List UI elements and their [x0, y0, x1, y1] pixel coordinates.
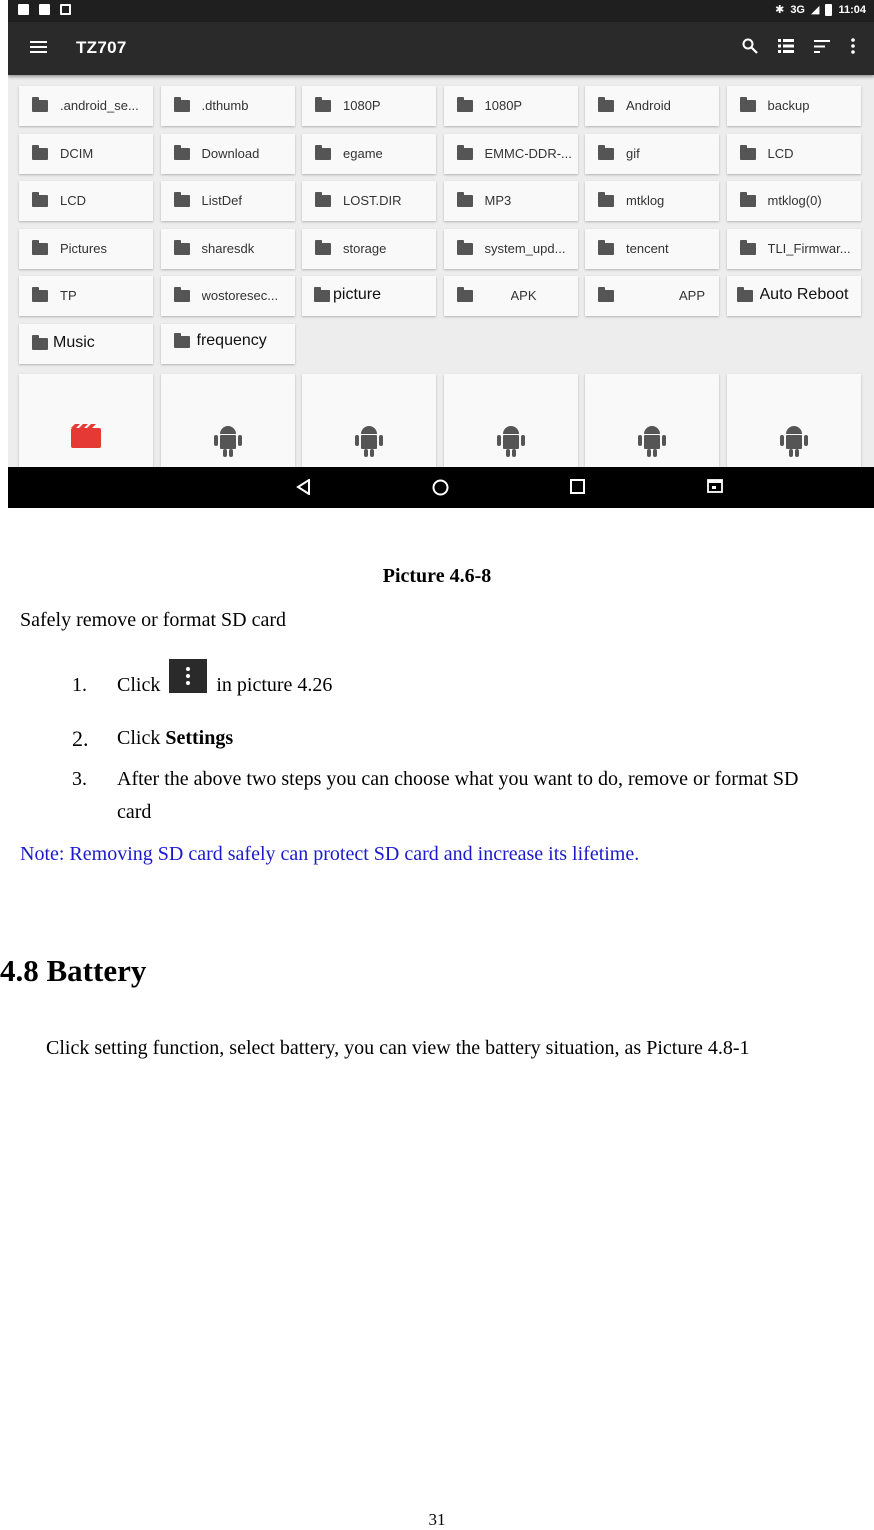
- folder-tile[interactable]: [302, 86, 436, 126]
- apk-file-card[interactable]: [161, 374, 295, 467]
- folder-tile[interactable]: [19, 324, 153, 364]
- folder-name: MP3: [484, 193, 512, 208]
- folder-name: gif: [626, 145, 640, 161]
- step-text: in picture 4.26: [216, 674, 333, 696]
- section-body: Click setting function, select battery, you can view the battery situation, as Picture 4.8-1: [46, 1037, 750, 1059]
- app-bar: [8, 22, 874, 75]
- folder-name: ListDef: [201, 193, 242, 208]
- folder-icon: [457, 148, 473, 160]
- folder-icon: [174, 148, 190, 160]
- signal-icon: ◢: [811, 4, 820, 16]
- network-type: 3G: [790, 3, 805, 16]
- folder-icon: [32, 100, 48, 112]
- folder-tile[interactable]: [161, 134, 295, 174]
- folder-icon: [598, 148, 614, 160]
- folder-icon: [174, 243, 190, 255]
- folder-tile[interactable]: [727, 229, 861, 269]
- list-view-icon[interactable]: [778, 39, 794, 53]
- folder-name: mtklog: [626, 193, 665, 208]
- folder-name: storage: [343, 240, 387, 256]
- file-manager-screenshot: [8, 0, 874, 508]
- folder-tile[interactable]: [585, 181, 719, 221]
- folder-name: Pictures: [60, 240, 107, 256]
- folder-icon: [740, 243, 756, 255]
- section-intro: Safely remove or format SD card: [20, 609, 287, 631]
- step-1: [117, 659, 333, 696]
- folder-name: .dthumb: [201, 98, 249, 113]
- folder-name: EMMC-DDR-...: [484, 145, 572, 161]
- folder-tile[interactable]: [444, 276, 578, 316]
- android-icon: [213, 424, 243, 458]
- folder-name: system_upd...: [484, 240, 566, 256]
- back-icon[interactable]: [296, 479, 312, 495]
- folder-name: egame: [343, 145, 383, 161]
- android-icon: [354, 424, 384, 458]
- folder-icon: [174, 100, 190, 112]
- status-bar: [8, 0, 874, 22]
- folder-icon: [315, 195, 331, 207]
- folder-icon: [598, 243, 614, 255]
- step-3-line-2: card: [117, 801, 152, 823]
- recent-apps-icon[interactable]: [570, 479, 585, 494]
- battery-icon: [825, 4, 832, 16]
- folder-icon: [32, 243, 48, 255]
- android-icon: [779, 424, 809, 458]
- folder-name: Music: [53, 333, 95, 351]
- folder-icon: [457, 100, 473, 112]
- apk-file-card[interactable]: [585, 374, 719, 467]
- folder-name: Auto Reboot: [759, 286, 849, 303]
- folder-tile[interactable]: [161, 86, 295, 126]
- folder-icon: [314, 290, 330, 302]
- folder-tile[interactable]: [161, 324, 295, 364]
- folder-tile[interactable]: [19, 181, 153, 221]
- folder-tile[interactable]: [19, 229, 153, 269]
- folder-icon: [32, 290, 48, 302]
- folder-name: LCD: [767, 145, 794, 161]
- folder-icon: [32, 148, 48, 160]
- folder-name: Download: [201, 145, 260, 161]
- folder-icon: [457, 243, 473, 255]
- folder-icon: [174, 336, 190, 348]
- step-number: 1.: [72, 674, 87, 696]
- navigation-bar: [8, 467, 874, 508]
- folder-icon: [32, 338, 48, 350]
- step-number: 3.: [72, 768, 87, 790]
- folder-tile[interactable]: [585, 276, 719, 316]
- apk-file-card[interactable]: [444, 374, 578, 467]
- folder-icon: [174, 290, 190, 302]
- folder-icon: [740, 195, 756, 207]
- folder-tile[interactable]: [727, 276, 861, 316]
- folder-icon: [315, 243, 331, 255]
- more-options-icon: [169, 659, 207, 693]
- folder-name: .android_se...: [60, 98, 139, 113]
- apk-file-row: [19, 374, 865, 467]
- folder-icon: [315, 148, 331, 160]
- folder-name: sharesdk: [201, 240, 255, 256]
- folder-tile[interactable]: [444, 134, 578, 174]
- step-text: Click: [117, 674, 161, 696]
- page-number: 31: [428, 1510, 446, 1529]
- folder-icon: [740, 100, 756, 112]
- bluetooth-icon: ✱: [775, 4, 785, 16]
- folder-icon: [598, 290, 614, 302]
- folder-name: Android: [626, 98, 671, 113]
- folder-tile[interactable]: [727, 86, 861, 126]
- folder-name: frequency: [196, 331, 267, 349]
- folder-tile[interactable]: [302, 229, 436, 269]
- folder-tile[interactable]: [585, 229, 719, 269]
- folder-tile[interactable]: [444, 86, 578, 126]
- folder-tile[interactable]: [444, 181, 578, 221]
- apk-file-card[interactable]: [302, 374, 436, 467]
- folder-name: DCIM: [60, 145, 94, 161]
- folder-name: 1080P: [484, 98, 523, 113]
- folder-icon: [598, 195, 614, 207]
- video-file-card[interactable]: [19, 374, 153, 467]
- android-icon: [496, 424, 526, 458]
- apk-file-card[interactable]: [727, 374, 861, 467]
- folder-tile[interactable]: [727, 181, 861, 221]
- folder-name: TLI_Firmwar...: [767, 240, 851, 256]
- folder-tile[interactable]: [585, 134, 719, 174]
- image-notification-icon: [18, 4, 29, 15]
- home-icon[interactable]: [432, 479, 449, 496]
- folder-icon: [598, 100, 614, 112]
- settings-label: Settings: [165, 727, 234, 749]
- folder-tile[interactable]: [19, 276, 153, 316]
- folder-name: mtklog(0): [767, 193, 822, 208]
- folder-tile[interactable]: [444, 229, 578, 269]
- search-icon[interactable]: [742, 38, 758, 54]
- nfc-icon: [60, 4, 71, 15]
- folder-name: LCD: [60, 193, 87, 208]
- folder-tile[interactable]: [302, 134, 436, 174]
- folder-tile[interactable]: [585, 86, 719, 126]
- folder-tile[interactable]: [161, 276, 295, 316]
- folder-name: LOST.DIR: [343, 193, 402, 208]
- folder-icon: [32, 195, 48, 207]
- step-number: 2.: [72, 726, 89, 751]
- folder-name: APP: [679, 288, 706, 303]
- folder-name: backup: [767, 98, 810, 113]
- step-text: Click: [117, 727, 161, 749]
- folder-name: wostoresec...: [201, 288, 279, 303]
- sort-icon[interactable]: [814, 40, 830, 53]
- folder-tile[interactable]: [302, 181, 436, 221]
- folder-tile[interactable]: [19, 86, 153, 126]
- folder-icon: [457, 290, 473, 302]
- android-icon: [637, 424, 667, 458]
- step-2: [117, 727, 233, 750]
- folder-tile[interactable]: [302, 276, 436, 316]
- folder-icon: [315, 100, 331, 112]
- folder-name: TP: [60, 288, 77, 303]
- step-3-line-1: After the above two steps you can choose what you want to do, remove or format SD: [117, 768, 799, 790]
- app-title: TZ707: [76, 38, 127, 57]
- folder-name: 1080P: [343, 98, 381, 113]
- folder-icon: [737, 290, 753, 302]
- sd-card-icon: [39, 4, 50, 15]
- folder-tile[interactable]: [19, 134, 153, 174]
- folder-name: picture: [333, 286, 382, 303]
- section-heading: 4.8 Battery: [0, 953, 147, 988]
- folder-icon: [174, 195, 190, 207]
- note: Note: Removing SD card safely can protect SD card and increase its lifetime.: [20, 843, 640, 865]
- more-options-icon[interactable]: [850, 38, 856, 54]
- folder-tile[interactable]: [161, 229, 295, 269]
- folder-icon: [740, 148, 756, 160]
- figure-caption: Picture 4.6-8: [382, 565, 492, 587]
- folder-tile[interactable]: [161, 181, 295, 221]
- screenshot-icon[interactable]: [707, 479, 723, 493]
- folder-name: tencent: [626, 240, 669, 256]
- clock: 11:04: [838, 3, 866, 16]
- video-icon: [71, 424, 101, 448]
- menu-icon[interactable]: [30, 41, 47, 56]
- folder-name: APK: [510, 288, 537, 303]
- folder-tile[interactable]: [727, 134, 861, 174]
- folder-icon: [457, 195, 473, 207]
